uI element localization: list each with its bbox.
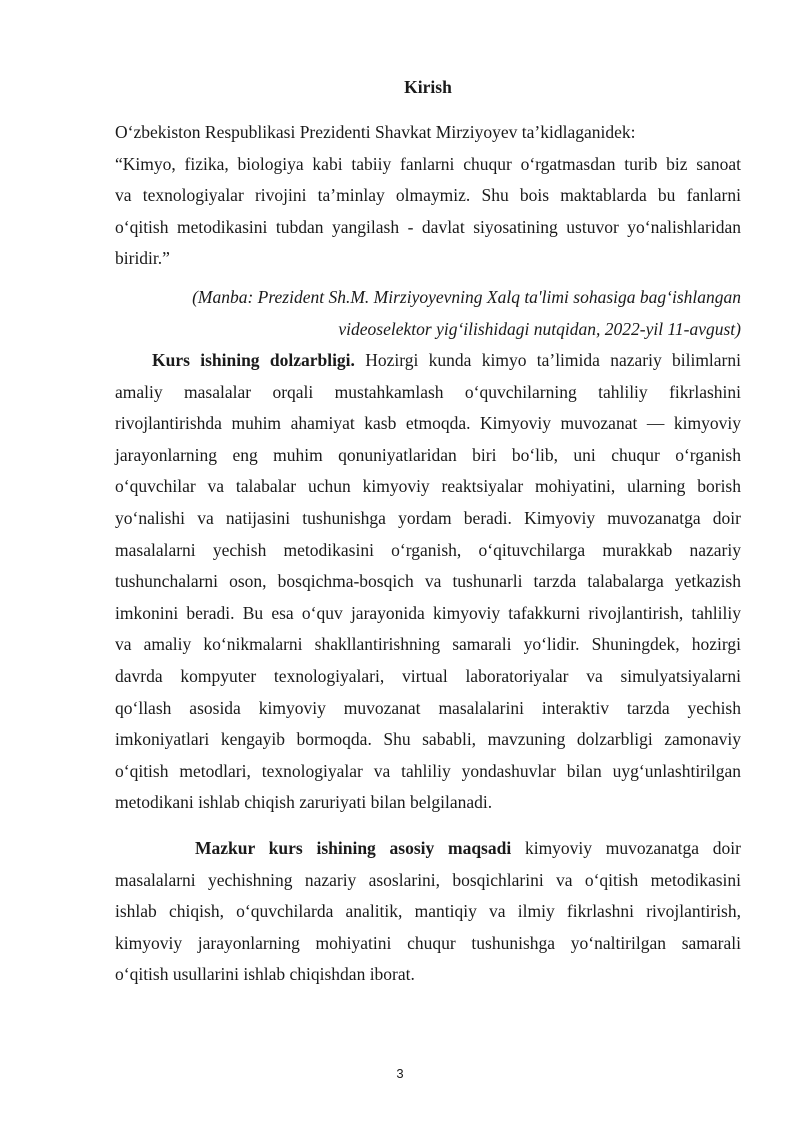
section-heading: Kirish (404, 77, 452, 97)
quote-source (115, 282, 741, 345)
page-number: 3 (396, 1066, 404, 1081)
goal-line: o‘qitish usullarini ishlab chiqishdan iborat. (115, 964, 415, 985)
goal-line: kimyoviy jarayonlarning mohiyatini chuqur tushunishga yo‘naltirilgan samarali (115, 932, 741, 953)
goal-line: masalalarni yechishning nazariy asoslarini, bosqichlarini va o‘qitish metodikasini (115, 869, 741, 890)
relevance-line: jarayonlarning eng muhim qonuniyatlaridan biri bo‘lib, uni chuqur o‘rganish (115, 444, 741, 465)
relevance-line: metodikani ishlab chiqish zaruriyati bilan belgilanadi. (115, 792, 493, 813)
relevance-first-line (115, 345, 741, 377)
goal-first-line (115, 833, 741, 865)
intro-line: va texnologiyalar rivojini ta’minlay olmaymiz. Shu bois maktablarda bu fanlarni (115, 185, 741, 206)
intro-line: biridir.” (115, 248, 170, 269)
relevance-line: rivojlantirishda muhim ahamiyat kasb etmoqda. Kimyoviy muvozanat — kimyoviy (115, 413, 741, 434)
source-line-1: (Manba: Prezident Sh.M. Mirziyoyevning Xalq ta'limi sohasiga bag‘ishlangan (192, 287, 741, 307)
relevance-line: masalalarni yechish metodikasini o‘rganish, o‘qituvchilarga murakkab nazariy (115, 539, 741, 560)
relevance-line: o‘quvchilar va talabalar uchun kimyoviy reaktsiyalar mohiyatini, ularning borish (115, 476, 741, 497)
goal-line: kimyoviy muvozanatga doir (511, 838, 741, 858)
intro-line: “Kimyo, fizika, biologiya kabi tabiiy fanlarni chuqur o‘rgatmasdan turib biz sanoat (115, 153, 741, 174)
relevance-line: Hozirgi kunda kimyo ta’limida nazariy bilimlarni (354, 350, 741, 370)
relevance-line: davrda kompyuter texnologiyalari, virtual laboratoriyalar va simulyatsiyalarni (115, 665, 741, 686)
relevance-line: imkoniyatlari kengayib bormoqda. Shu sababli, mavzuning dolzarbligi zamonaviy (115, 729, 741, 750)
goal-line: ishlab chiqish, o‘quvchilarda analitik, mantiqiy va ilmiy fikrlashni rivojlantirish, (115, 901, 741, 922)
goal-paragraph (115, 833, 741, 991)
relevance-line: yo‘nalishi va natijasini tushunishga yordam beradi. Kimyoviy muvozanatga doir (115, 507, 741, 528)
relevance-line: o‘qitish metodlari, texnologiyalar va tahliliy yondashuvlar bilan uyg‘unlashtirilgan (115, 760, 741, 781)
relevance-lead: Kurs ishining dolzarbligi. (152, 350, 355, 370)
relevance-line: qo‘llash asosida kimyoviy muvozanat masalalarini interaktiv tarzda yechish (115, 697, 741, 718)
source-line-2: videoselektor yig‘ilishidagi nutqidan, 2022-yil 11-avgust) (338, 318, 741, 339)
relevance-line: va amaliy ko‘nikmalarni shakllantirishning samarali yo‘lidir. Shuningdek, hozirgi (115, 634, 741, 655)
relevance-paragraph (115, 345, 741, 819)
goal-lead: Mazkur kurs ishining asosiy maqsadi (195, 838, 512, 858)
intro-line: o‘qitish metodikasini tubdan yangilash - davlat siyosatining ustuvor yo‘nalishlaridan (115, 216, 741, 237)
intro-line: O‘zbekiston Respublikasi Prezidenti Shavkat Mirziyoyev ta’kidlaganidek: (115, 122, 636, 142)
relevance-line: amaliy masalalar orqali mustahkamlash o‘quvchilarning tahliliy fikrlashini (115, 381, 741, 402)
intro-quote (115, 117, 741, 275)
relevance-line: tushunchalarni oson, bosqichma-bosqich va tushunarli tarzda talabalarga yetkazish (115, 571, 741, 592)
relevance-line: imkonini beradi. Bu esa o‘quv jarayonida kimyoviy tafakkurni rivojlantirish, tahliliy (115, 602, 741, 623)
